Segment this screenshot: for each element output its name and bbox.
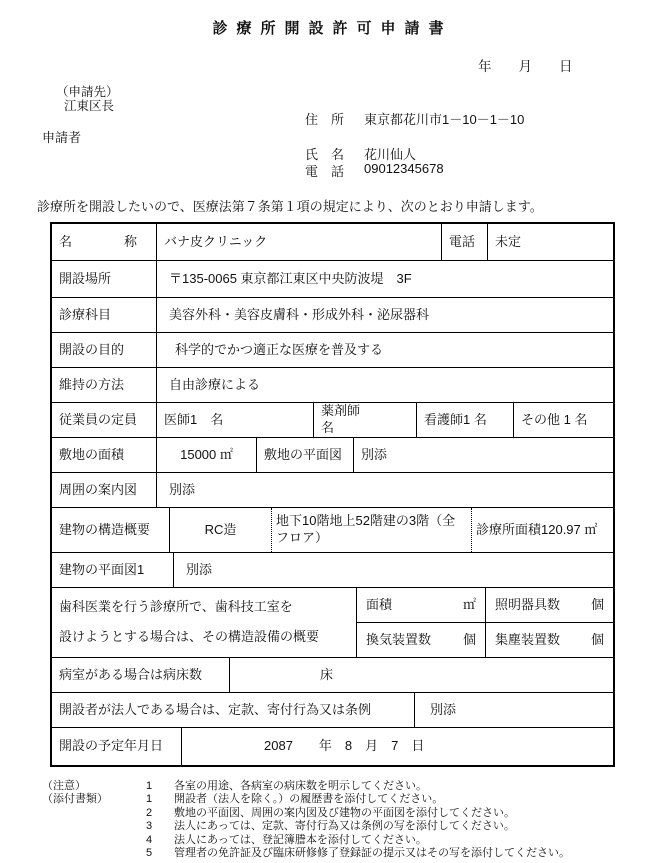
cell-structure-type: RC造 bbox=[170, 508, 272, 552]
note-line bbox=[42, 807, 570, 820]
dental-area-label: 面積 bbox=[366, 596, 393, 612]
dental-light-label: 照明器具数 bbox=[495, 596, 561, 612]
name-value: 花川仙人 bbox=[364, 147, 417, 162]
cell-staff-other: その他 1 名 bbox=[521, 411, 588, 427]
row-location bbox=[52, 261, 613, 298]
note-label bbox=[42, 847, 146, 860]
applicant-label: 申請者 bbox=[42, 130, 82, 145]
cell-dental-dust bbox=[486, 623, 613, 657]
recipient-label: （申請先） bbox=[56, 85, 119, 99]
name-label: 氏 名 bbox=[305, 147, 345, 162]
note-label: （注意） bbox=[42, 780, 86, 792]
row-site-area bbox=[52, 438, 613, 473]
note-label bbox=[42, 807, 146, 820]
row-open-date bbox=[52, 728, 613, 765]
phone-value: 09012345678 bbox=[364, 161, 444, 176]
cell-name-value: バナ皮クリニック bbox=[157, 224, 442, 260]
cell-site-plan-value: 別添 bbox=[361, 446, 388, 462]
note-line bbox=[42, 793, 570, 806]
phone-label: 電 話 bbox=[305, 164, 345, 179]
applicant-address-line bbox=[305, 109, 524, 128]
recipient-name: 江東区長 bbox=[64, 99, 115, 113]
cell-purpose-label: 開設の目的 bbox=[52, 333, 157, 367]
cell-corp-value: 別添 bbox=[430, 701, 457, 717]
note-line bbox=[42, 847, 570, 860]
cell-staff-nurse: 看護師1 名 bbox=[417, 403, 514, 437]
row-structure bbox=[52, 508, 613, 553]
cell-map-value: 別添 bbox=[169, 481, 196, 497]
row-beds bbox=[52, 658, 613, 693]
note-text: 敷地の平面図、周囲の案内図及び建物の平面図を添付してください。 bbox=[174, 806, 515, 819]
cell-open-date-label: 開設の予定年月日 bbox=[52, 728, 182, 765]
note-number: 4 bbox=[146, 833, 153, 846]
applicant-phone-line bbox=[305, 161, 444, 180]
cell-staff-label: 従業員の定員 bbox=[52, 403, 157, 437]
intro-sentence: 診療所を開設したいので、医療法第７条第１項の規定により、次のとおり申請します。 bbox=[24, 199, 543, 214]
cell-dental-light bbox=[486, 588, 613, 622]
cell-floorplan-value: 別添 bbox=[186, 561, 213, 577]
dental-dust-label: 集塵装置数 bbox=[495, 631, 561, 647]
date-blank-line: 年 月 日 bbox=[478, 59, 573, 74]
cell-name-label: 名 称 bbox=[52, 224, 157, 260]
dental-grid-row2 bbox=[357, 623, 613, 657]
dental-vent-unit: 個 bbox=[462, 631, 476, 647]
row-name bbox=[52, 224, 613, 261]
dental-dust-unit: 個 bbox=[590, 631, 604, 647]
cell-structure-floors: 地下10階地上52階建の3階（全フロア） bbox=[272, 508, 472, 552]
row-corporation bbox=[52, 693, 613, 728]
cell-maintenance-label: 維持の方法 bbox=[52, 368, 157, 402]
cell-structure-area: 診療所面積120.97 ㎡ bbox=[476, 521, 598, 537]
row-purpose bbox=[52, 333, 613, 368]
cell-departments-value: 美容外科・美容皮膚科・形成外科・泌尿器科 bbox=[169, 306, 430, 322]
note-line bbox=[42, 820, 570, 833]
address-value: 東京都花川市1－10－1－10 bbox=[364, 112, 525, 127]
note-number: 1 bbox=[146, 780, 153, 792]
cell-dental-vent bbox=[357, 623, 486, 657]
cell-map-label: 周囲の案内図 bbox=[52, 473, 157, 507]
row-departments bbox=[52, 298, 613, 333]
cell-site-area-label: 敷地の面積 bbox=[52, 438, 157, 472]
note-text: 管理者の免許証及び臨床研修修了登録証の提示又はその写を添付してください。 bbox=[174, 847, 570, 860]
cell-dental-grid bbox=[357, 588, 613, 657]
cell-location-value: 〒135-0065 東京都江東区中央防波堤 3F bbox=[169, 270, 412, 286]
dental-label-line2: 設けようとする場合は、その構造設備の概要 bbox=[59, 629, 320, 645]
note-label bbox=[42, 820, 146, 833]
form-title: 診療所開設許可申請書 bbox=[212, 20, 453, 37]
row-floorplan bbox=[52, 553, 613, 588]
cell-structure-label: 建物の構造概要 bbox=[52, 508, 170, 552]
note-number: 3 bbox=[146, 820, 153, 833]
cell-staff-doctor: 医師1 名 bbox=[157, 403, 314, 437]
dental-vent-label: 換気装置数 bbox=[366, 631, 432, 647]
cell-site-area-value: 15000 ㎡ bbox=[157, 438, 257, 472]
cell-dental-area bbox=[357, 588, 486, 622]
cell-departments-label: 診療科目 bbox=[52, 298, 157, 332]
note-text: 法人にあっては、登記簿謄本を添付してください。 bbox=[174, 833, 427, 846]
cell-purpose-value: 科学的でかつ適正な医療を普及する bbox=[175, 341, 384, 357]
cell-floorplan-label: 建物の平面図1 bbox=[52, 553, 174, 587]
cell-open-date-value: 2087 年 8 月 7 日 bbox=[264, 738, 425, 754]
cell-beds-value: 床 bbox=[320, 666, 334, 682]
cell-beds-label: 病室がある場合は病床数 bbox=[52, 658, 230, 692]
row-maintenance bbox=[52, 368, 613, 403]
dental-grid-row1 bbox=[357, 588, 613, 623]
note-number: 2 bbox=[146, 806, 153, 819]
address-label: 住 所 bbox=[305, 112, 345, 127]
note-label: （添付書類） bbox=[42, 793, 108, 806]
note-line bbox=[42, 834, 570, 847]
dental-light-unit: 個 bbox=[590, 596, 604, 612]
note-text: 開設者（法人を除く。）の履歴書を添付してください。 bbox=[174, 793, 444, 806]
cell-dental-label bbox=[52, 588, 357, 657]
application-table bbox=[50, 222, 615, 767]
note-line bbox=[42, 780, 570, 793]
cell-tel-label: 電話 bbox=[442, 224, 488, 260]
cell-location-label: 開設場所 bbox=[52, 261, 157, 297]
dental-label-line1: 歯科医業を行う診療所で、歯科技工室を bbox=[59, 598, 293, 614]
note-text: 法人にあっては、定款、寄付行為又は条例の写を添付してください。 bbox=[174, 820, 515, 833]
cell-staff-pharmacist: 薬剤師 名 bbox=[314, 403, 417, 437]
note-number: 1 bbox=[146, 793, 153, 806]
cell-maintenance-value: 自由診療による bbox=[169, 376, 261, 392]
dental-area-unit: ㎡ bbox=[462, 596, 476, 612]
row-staff bbox=[52, 403, 613, 438]
cell-tel-value: 未定 bbox=[495, 233, 522, 249]
note-text: 各室の用途、各病室の病床数を明示してください。 bbox=[174, 780, 427, 792]
footnotes bbox=[42, 780, 570, 860]
cell-corp-label: 開設者が法人である場合は、定款、寄付行為又は条例 bbox=[52, 693, 415, 727]
row-map bbox=[52, 473, 613, 508]
row-dental bbox=[52, 588, 613, 658]
note-label bbox=[42, 834, 146, 847]
cell-site-plan-label: 敷地の平面図 bbox=[257, 438, 354, 472]
note-number: 5 bbox=[146, 847, 153, 860]
